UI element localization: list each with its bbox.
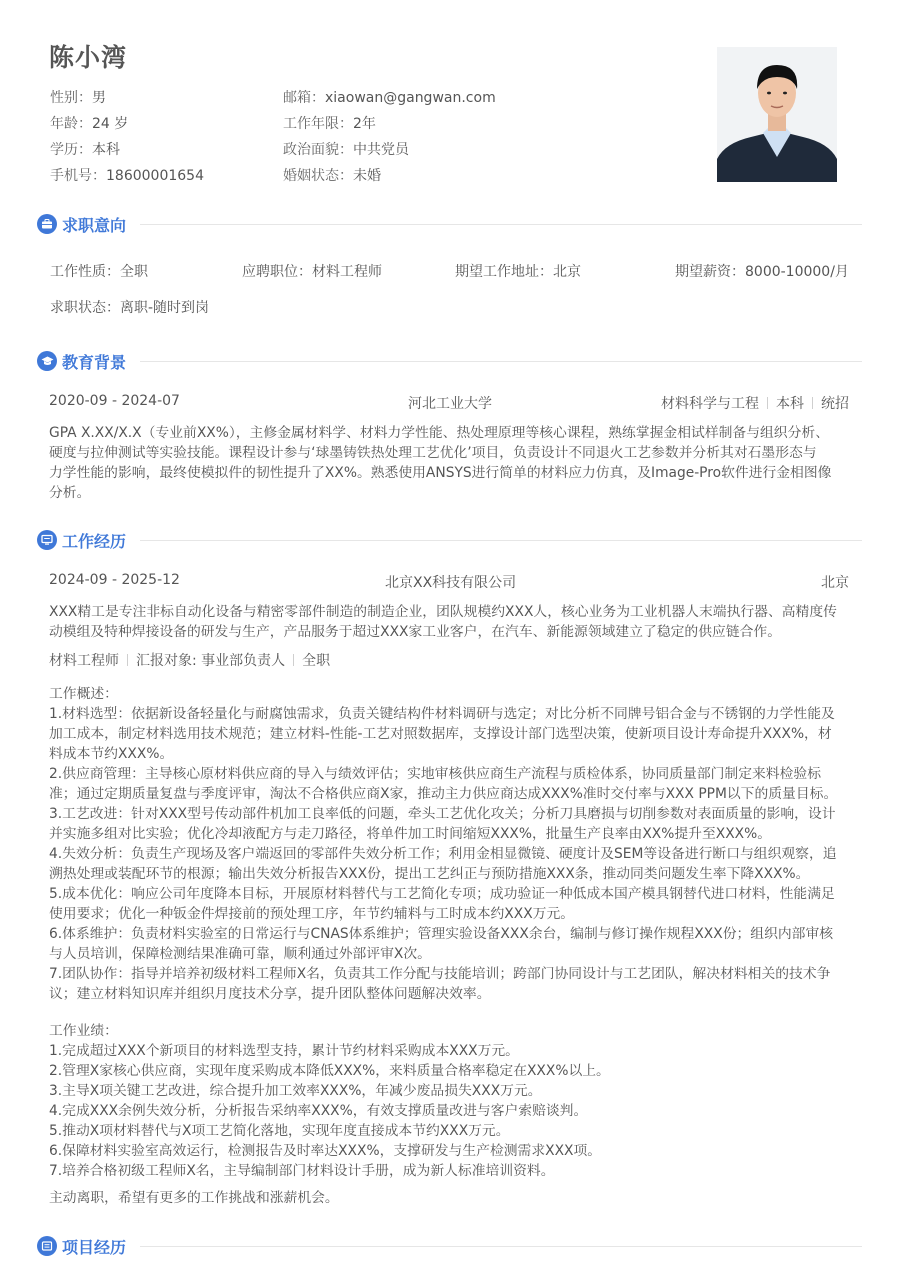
section-title-work: 工作经历 bbox=[62, 531, 127, 551]
text-line: 议；建立材料知识库并组织月度技术分享，提升团队整体问题解决效率。 bbox=[49, 986, 491, 1002]
section-divider bbox=[140, 540, 862, 541]
separator bbox=[293, 654, 294, 666]
folder-icon bbox=[37, 1236, 57, 1256]
text-line: 动模组及特种焊接设备的研发与生产，产品服务于超过XXX家工业客户，在汽车、新能源领域建立了稳定的供应链合作。 bbox=[49, 624, 781, 640]
target-location-label: 期望工作地址： bbox=[455, 264, 553, 280]
text-line: 4.完成XXX余例失效分析，分析报告采纳率XXX%，有效支撑质量改进与客户索赔谈判。 bbox=[49, 1103, 588, 1119]
job-type-label: 工作性质： bbox=[50, 264, 120, 280]
work-city: 北京 bbox=[821, 575, 849, 591]
expected-salary-value: 8000-10000/月 bbox=[745, 264, 849, 280]
text-line: 7.培养合格初级工程师X名，主导编制部门材料设计手册，成为新人标准培训资料。 bbox=[49, 1163, 555, 1179]
gender-value: 男 bbox=[92, 90, 106, 106]
politics-label: 政治面貌： bbox=[283, 142, 353, 158]
expected-salary-label: 期望薪资： bbox=[675, 264, 745, 280]
job-status-label: 求职状态： bbox=[50, 300, 120, 316]
education-period: 2020-09 - 2024-07 bbox=[49, 393, 180, 409]
text-line: 工作业绩： bbox=[49, 1023, 118, 1039]
briefcase-icon bbox=[37, 214, 57, 234]
text-line: 2.供应商管理：主导核心原材料供应商的导入与绩效评估；实地审核供应商生产流程与质检体系，协同质量部门制定来料检验标 bbox=[49, 766, 821, 782]
text-line: XXX精工是专注非标自动化设备与精密零部件制造的制造企业，团队规模约XXX人，核心业务为工业机器人末端执行器、高精度传 bbox=[49, 604, 837, 620]
job-type bbox=[50, 261, 148, 281]
target-position-label: 应聘职位： bbox=[242, 264, 312, 280]
separator bbox=[767, 397, 768, 409]
text-line: 4.失效分析：负责生产现场及客户端返回的零部件失效分析工作；利用金相显微镜、硬度计及SEM等设备进行断口与组织观察，追 bbox=[49, 846, 837, 862]
leave-reason: 主动离职，希望有更多的工作挑战和涨薪机会。 bbox=[49, 1190, 339, 1206]
text-line: 与人员培训，保障检测结果准确可靠，顺利通过外部评审X次。 bbox=[49, 946, 431, 962]
gender-row bbox=[50, 87, 106, 107]
job-status bbox=[50, 297, 209, 317]
enrollment-mode: 统招 bbox=[821, 396, 849, 412]
phone-label: 手机号： bbox=[50, 168, 106, 184]
work-period: 2024-09 - 2025-12 bbox=[49, 572, 180, 588]
section-title-projects: 项目经历 bbox=[62, 1237, 127, 1257]
text-line: 1.材料选型：依据新设备轻量化与耐腐蚀需求，负责关键结构件材料调研与选定；对比分析不同牌号铝合金与不锈钢的力学性能及 bbox=[49, 706, 835, 722]
section-divider bbox=[140, 224, 862, 225]
job-type-value: 全职 bbox=[120, 264, 148, 280]
marital-value: 未婚 bbox=[353, 168, 381, 184]
politics-row bbox=[283, 139, 409, 159]
target-location bbox=[455, 261, 581, 281]
work-years-row bbox=[283, 113, 376, 133]
email-value: xiaowan@gangwan.com bbox=[325, 90, 496, 106]
target-location-value: 北京 bbox=[553, 264, 581, 280]
section-header-projects bbox=[37, 1234, 862, 1258]
degree: 本科 bbox=[776, 396, 804, 412]
gender-label: 性别： bbox=[50, 90, 92, 106]
text-line: 并实施多组对比实验；优化冷却液配方与走刀路径，将单件加工时间缩短XXX%，批量生产良率由XX%提升至XXX%。 bbox=[49, 826, 772, 842]
section-header-work bbox=[37, 528, 862, 552]
monitor-icon bbox=[37, 530, 57, 550]
education-level-row bbox=[50, 139, 120, 159]
marital-row bbox=[283, 165, 381, 185]
text-line: 硬度与拉伸测试等实验技能。课程设计参与‘球墨铸铁热处理工艺优化’项目，负责设计不同退火工艺参数并分析其对石墨形态与 bbox=[49, 445, 817, 461]
graduation-cap-icon bbox=[37, 351, 57, 371]
phone-row bbox=[50, 165, 204, 185]
age-label: 年龄： bbox=[50, 116, 92, 132]
text-line: 5.推动X项材料替代与X项工艺简化落地，实现年度直接成本节约XXX万元。 bbox=[49, 1123, 510, 1139]
text-line: 力学性能的影响，最终使模拟件的韧性提升了XX%。熟悉使用ANSYS进行简单的材料应力仿真，及Image-Pro软件进行金相图像 bbox=[49, 465, 832, 481]
company-name: 北京XX科技有限公司 bbox=[385, 575, 517, 591]
education-tags bbox=[661, 393, 849, 413]
work-duties bbox=[49, 684, 849, 1004]
separator bbox=[812, 397, 813, 409]
politics-value: 中共党员 bbox=[353, 142, 409, 158]
candidate-name: 陈小湾 bbox=[49, 43, 128, 72]
marital-label: 婚姻状态： bbox=[283, 168, 353, 184]
major: 材料科学与工程 bbox=[661, 396, 759, 412]
age-value: 24 岁 bbox=[92, 116, 129, 132]
text-line: 1.完成超过XXX个新项目的材料选型支持，累计节约材料采购成本XXX万元。 bbox=[49, 1043, 519, 1059]
school-name: 河北工业大学 bbox=[408, 396, 492, 412]
work-years-label: 工作年限： bbox=[283, 116, 353, 132]
job-status-value: 离职-随时到岗 bbox=[120, 300, 210, 316]
company-description bbox=[49, 602, 849, 642]
education-description bbox=[49, 423, 849, 503]
section-header-intent bbox=[37, 212, 862, 236]
text-line: 6.体系维护：负责材料实验室的日常运行与CNAS体系维护；管理实验设备XXX余台，编制与修订操作规程XXX份；组织内部审核 bbox=[49, 926, 834, 942]
section-divider bbox=[140, 1246, 862, 1247]
text-line: 工作概述： bbox=[49, 686, 118, 702]
text-line: 7.团队协作：指导并培养初级材料工程师X名，负责其工作分配与技能培训；跨部门协同设计与工艺团队，解决材料相关的技术争 bbox=[49, 966, 831, 982]
work-achievements bbox=[49, 1021, 849, 1181]
email-row bbox=[283, 87, 496, 107]
age-row bbox=[50, 113, 128, 133]
text-line: GPA X.XX/X.X（专业前XX%），主修金属材料学、材料力学性能、热处理原理等核心课程，熟练掌握金相试样制备与组织分析、 bbox=[49, 425, 829, 441]
section-divider bbox=[140, 361, 862, 362]
role: 材料工程师 bbox=[49, 653, 119, 669]
profile-photo bbox=[717, 47, 837, 182]
text-line: 加工成本，制定材料选用技术规范；建立材料-性能-工艺对照数据库，支撑设计部门选型决策，使新项目设计寿命提升XXX%，材 bbox=[49, 726, 832, 742]
text-line: 分析。 bbox=[49, 485, 91, 501]
work-years-value: 2年 bbox=[353, 116, 376, 132]
text-line: 准；通过定期质量复盘与季度评审，淘汰不合格供应商X家，推动主力供应商达成XXX%准时交付率与XXX PPM以下的质量目标。 bbox=[49, 786, 838, 802]
section-title-education: 教育背景 bbox=[62, 352, 127, 372]
email-label: 邮箱： bbox=[283, 90, 325, 106]
text-line: 5.成本优化：响应公司年度降本目标，开展原材料替代与工艺简化专项；成功验证一种低成本国产模具钢替代进口材料，性能满足 bbox=[49, 886, 835, 902]
text-line: 3.工艺改进：针对XXX型号传动部件机加工良率低的问题，牵头工艺优化攻关；分析刀具磨损与切削参数对表面质量的影响，设计 bbox=[49, 806, 836, 822]
text-line: 料成本节约XXX%。 bbox=[49, 746, 174, 762]
text-line: 2.管理X家核心供应商，实现年度采购成本降低XXX%，来料质量合格率稳定在XXX%以上。 bbox=[49, 1063, 610, 1079]
target-position bbox=[242, 261, 382, 281]
text-line: 使用要求；优化一种钣金件焊接前的预处理工序，年节约辅料与工时成本约XXX万元。 bbox=[49, 906, 575, 922]
phone-value: 18600001654 bbox=[106, 168, 204, 184]
text-line: 6.保障材料实验室高效运行，检测报告及时率达XXX%，支撑研发与生产检测需求XXX项。 bbox=[49, 1143, 602, 1159]
section-title-intent: 求职意向 bbox=[62, 215, 127, 235]
target-position-value: 材料工程师 bbox=[312, 264, 382, 280]
expected-salary bbox=[675, 261, 849, 281]
employment-type: 全职 bbox=[302, 653, 331, 669]
education-level-label: 学历： bbox=[50, 142, 92, 158]
person-silhouette-icon bbox=[717, 47, 837, 182]
report-to: 汇报对象: 事业部负责人 bbox=[136, 653, 286, 669]
work-tags bbox=[49, 650, 330, 670]
section-header-education bbox=[37, 349, 862, 373]
education-level-value: 本科 bbox=[92, 142, 120, 158]
separator bbox=[127, 654, 128, 666]
text-line: 3.主导X项关键工艺改进，综合提升加工效率XXX%，年减少废品损失XXX万元。 bbox=[49, 1083, 542, 1099]
text-line: 溯热处理或装配环节的根源；输出失效分析报告XXX份，提出工艺纠正与预防措施XXX条，推动同类问题发生率下降XXX%。 bbox=[49, 866, 810, 882]
